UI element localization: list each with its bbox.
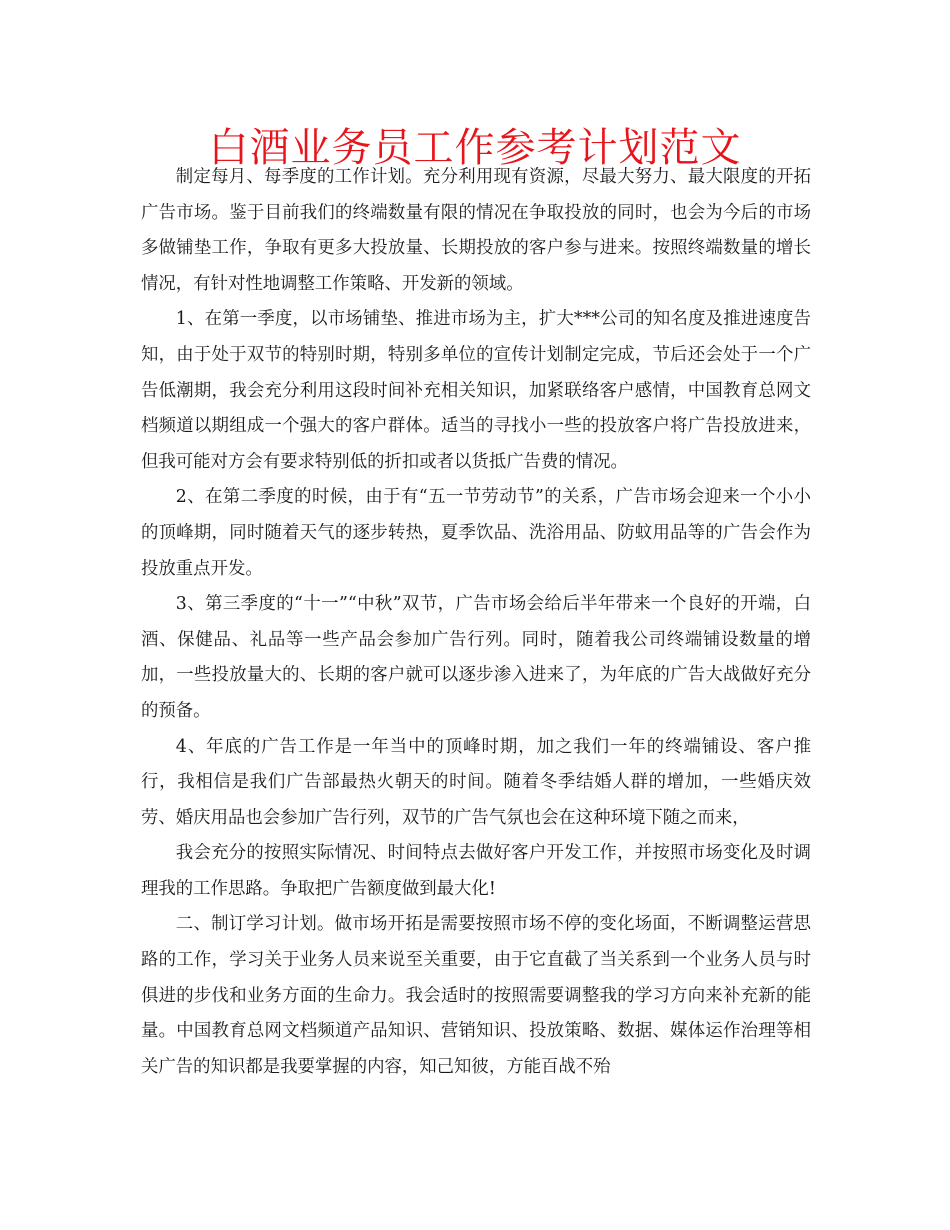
paragraph: 制定每月、每季度的工作计划。充分利用现有资源，尽最大努力、最大限度的开拓广告市场。鉴于目前我们的终端数量有限的情况在争取投放的同时，也会为今后的市场多做铺垫工作，争取有更多大投放量、长期投放的客户参与进来。按照终端数量的增长情况，有针对性地调整工作策略、开发新的领域。 xyxy=(141,167,811,294)
document-title: 白酒业务员工作参考计划范文 xyxy=(208,125,742,171)
paragraph: 我会充分的按照实际情况、时间特点去做好客户开发工作，并按照市场变化及时调理我的工作思路。争取把广告额度做到最大化! xyxy=(141,843,811,899)
paragraph: 2、在第二季度的时候，由于有“五一节劳动节”的关系，广告市场会迎来一个小小的顶峰期，同时随着天气的逐步转热，夏季饮品、洗浴用品、防蚊用品等的广告会作为投放重点开发。 xyxy=(141,487,811,579)
paragraph: 1、在第一季度，以市场铺垫、推进市场为主，扩大***公司的知名度及推进速度告知，由于处于双节的特别时期，特别多单位的宣传计划制定完成，节后还会处于一个广告低潮期，我会充分利用这段时间补充相关知识，加紧联络客户感情，中国教育总网文档频道以期组成一个强大的客户群体。适当的寻找小一些的投放客户将广告投放进来，但我可能对方会有要求特别低的折扣或者以货抵广告费的情况。 xyxy=(141,309,811,472)
document-body xyxy=(141,160,811,1085)
paragraph: 4、年底的广告工作是一年当中的顶峰时期，加之我们一年的终端铺设、客户推行，我相信是我们广告部最热火朝天的时间。随着冬季结婚人群的增加，一些婚庆效劳、婚庆用品也会参加广告行列，双节的广告气氛也会在这种环境下随之而来， xyxy=(141,736,811,828)
paragraph: 3、第三季度的“十一”“中秋”双节，广告市场会给后半年带来一个良好的开端，白酒、保健品、礼品等一些产品会参加广告行列。同时，随着我公司终端铺设数量的增加，一些投放量大的、长期的客户就可以逐步渗入进来了，为年底的广告大战做好充分的预备。 xyxy=(141,594,811,721)
paragraph: 二、制订学习计划。做市场开拓是需要按照市场不停的变化场面，不断调整运营思路的工作，学习关于业务人员来说至关重要，由于它直截了当关系到一个业务人员与时俱进的步伐和业务方面的生命力。我会适时的按照需要调整我的学习方向来补充新的能量。中国教育总网文档频道产品知识、营销知识、投放策略、数据、媒体运作治理等相关广告的知识都是我要掌握的内容，知己知彼，方能百战不殆 xyxy=(141,914,811,1077)
